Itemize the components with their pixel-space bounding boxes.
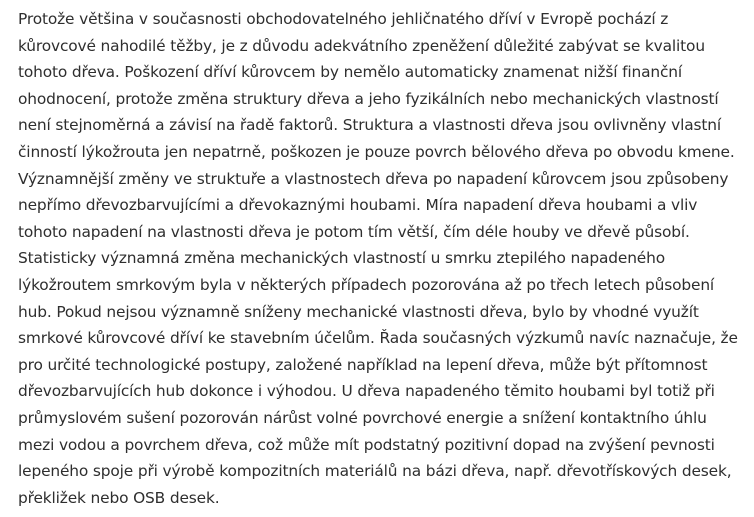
paragraph-line: Protože většina v současnosti obchodovatelného jehličnatého dříví v Evropě pochází z <box>18 10 669 28</box>
paragraph-line: nepřímo dřevozbarvujícími a dřevokaznými houbami. Míra napadení dřeva houbami a vliv <box>18 196 698 215</box>
paragraph-line: lepeného spoje při výrobě kompozitních materiálů na bázi dřeva, např. dřevotřískových desek, <box>18 462 732 481</box>
paragraph-line: ohodnocení, protože změna struktury dřeva a jeho fyzikálních nebo mechanických vlastností <box>18 89 719 108</box>
paragraph-line: pro určité technologické postupy, založené například na lepení dřeva, může být přítomnost <box>18 355 708 374</box>
paragraph-line: hub. Pokud nejsou významně sníženy mechanické vlastnosti dřeva, bylo by vhodné využít <box>18 302 699 321</box>
paragraph-line: kůrovcové nahodilé těžby, je z důvodu adekvátního zpeněžení důležité zabývat se kvalitou <box>18 36 705 55</box>
article-paragraph <box>18 6 754 511</box>
paragraph-line: Statisticky významná změna mechanických vlastností u smrku ztepilého napadeného <box>18 249 665 268</box>
paragraph-line: tohoto dřeva. Poškození dříví kůrovcem by nemělo automaticky znamenat nižší finanční <box>18 63 683 82</box>
paragraph-line: tohoto napadení na vlastnosti dřeva je potom tím větší, čím déle houby ve dřevě působí. <box>18 222 690 241</box>
paragraph-line: lýkožroutem smrkovým byla v některých případech pozorována až po třech letech působení <box>18 275 715 294</box>
paragraph-line: průmyslovém sušení pozorován nárůst volné povrchové energie a snížení kontaktního úhlu <box>18 408 707 427</box>
paragraph-line: mezi vodou a povrchem dřeva, což může mít podstatný pozitivní dopad na zvýšení pevnosti <box>18 435 715 454</box>
paragraph-line: činností lýkožrouta jen nepatrně, poškozen je pouze povrch bělového dřeva po obvodu kmene. <box>18 142 735 161</box>
paragraph-line: překližek nebo OSB desek. <box>18 488 220 507</box>
paragraph-line: smrkové kůrovcové dříví ke stavebním účelům. Řada současných výzkumů navíc naznačuje, že <box>18 329 738 348</box>
paragraph-line: není stejnoměrná a závisí na řadě faktorů. Struktura a vlastnosti dřeva jsou ovlivněny vlastní <box>18 116 721 135</box>
paragraph-line: Významnější změny ve struktuře a vlastnostech dřeva po napadení kůrovcem jsou způsobeny <box>18 169 729 188</box>
paragraph-line: dřevozbarvujících hub dokonce i výhodou. U dřeva napadeného těmito houbami byl totiž při <box>18 382 715 401</box>
